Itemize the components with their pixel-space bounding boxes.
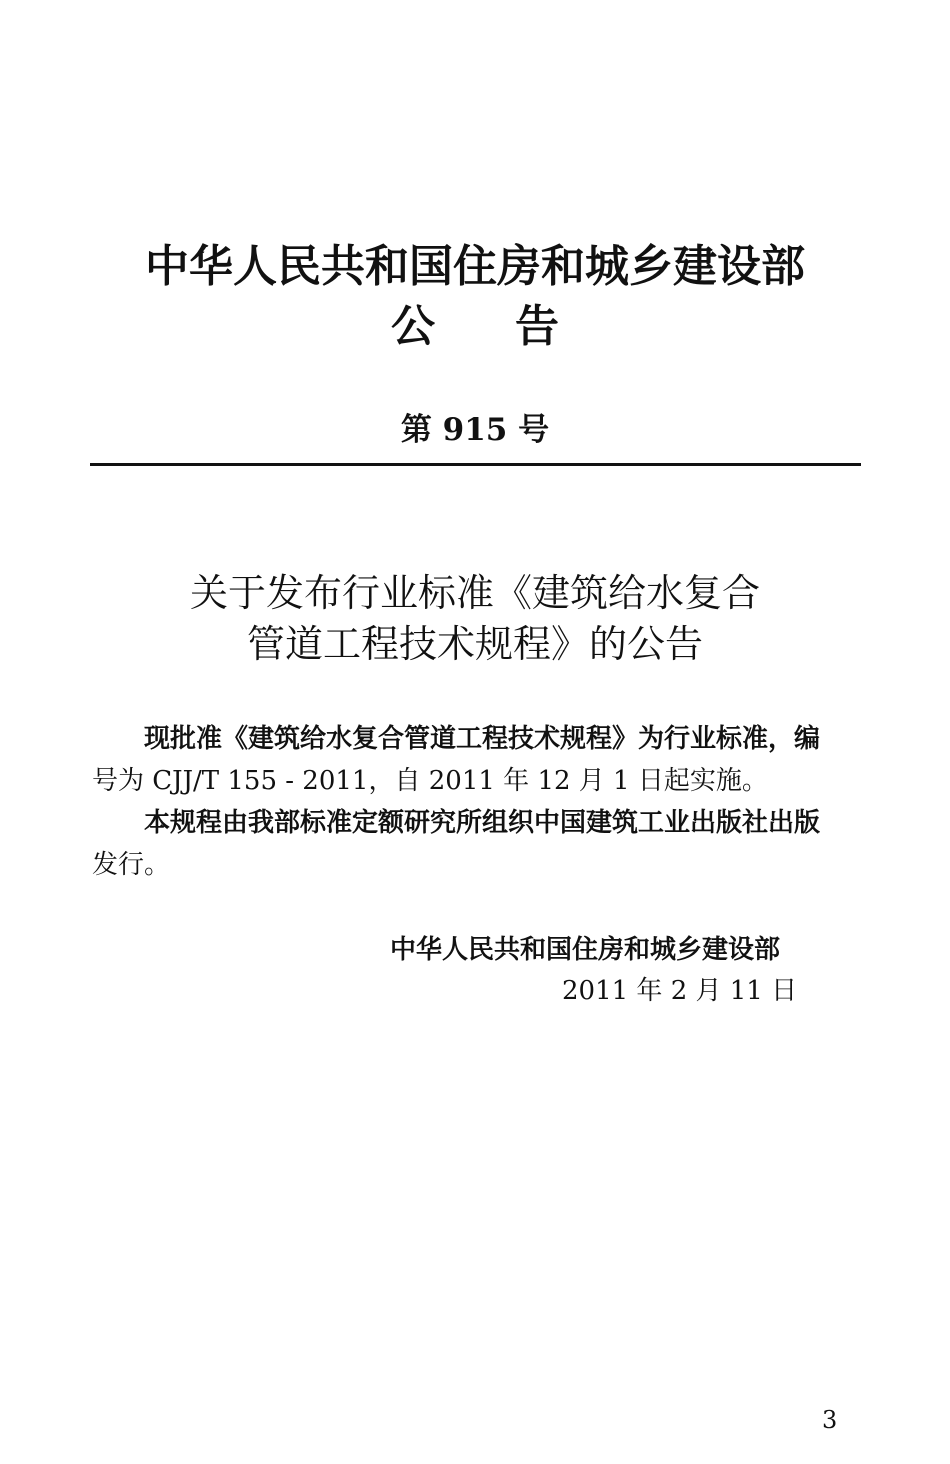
page-number: 3 (822, 1406, 838, 1434)
body-paragraph-2-line-1: 本规程由我部标准定额研究所组织中国建筑工业出版社出版 (144, 808, 821, 838)
body-paragraph-2-line-2: 发行。 (92, 850, 171, 880)
signature-date: 2011 年 2 月 11 日 (562, 976, 798, 1006)
announcement-heading: 公告 (391, 301, 639, 352)
announcement-title-line-2: 管道工程技术规程》的公告 (246, 622, 703, 666)
body-paragraph-1-line-2: 号为 CJJ/T 155 - 2011，自 2011 年 12 月 1 日起实施。 (92, 766, 768, 796)
header-divider (90, 463, 861, 466)
announcement-title-line-1: 关于发布行业标准《建筑给水复合 (189, 571, 760, 615)
body-paragraph-1-line-1: 现批准《建筑给水复合管道工程技术规程》为行业标准，编 (144, 724, 821, 754)
signature-organization: 中华人民共和国住房和城乡建设部 (390, 935, 781, 965)
issuing-authority: 中华人民共和国住房和城乡建设部 (145, 241, 805, 292)
announcement-number: 第 915 号 (400, 412, 550, 448)
